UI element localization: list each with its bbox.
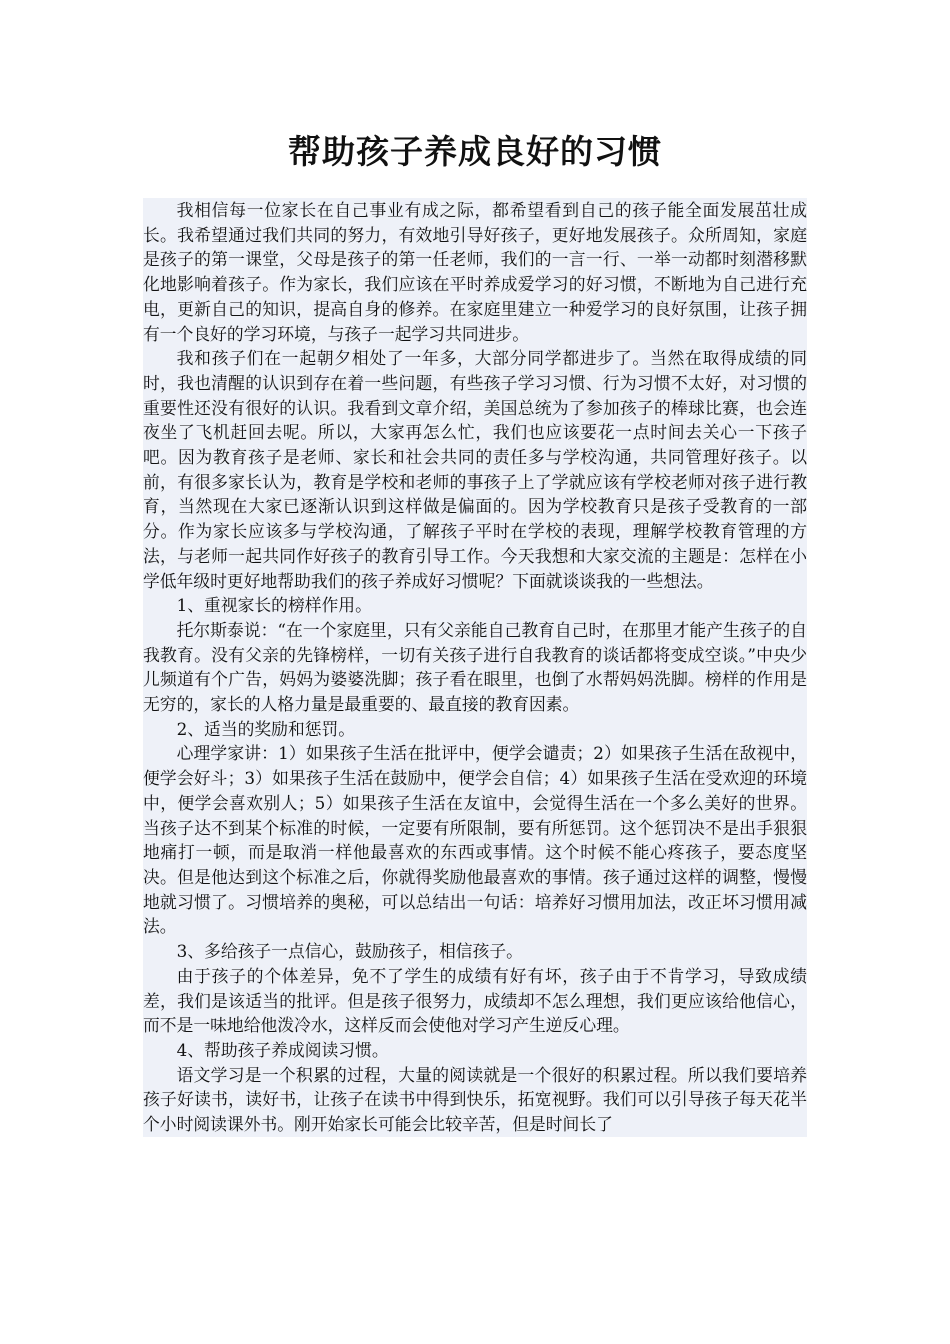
document-body (143, 198, 807, 1137)
section-heading-1: 1、重视家长的榜样作用。 (176, 595, 372, 616)
section-heading-2: 2、适当的奖励和惩罚。 (176, 718, 356, 739)
paragraph-confidence: 由于孩子的个体差异，免不了学生的成绩有好有坏，孩子由于不肯学习，导致成绩差，我们是该适当的批评。但是孩子很努力，成绩却不怎么理想，我们更应该给他信心，而不是一味地给他泼冷水，这样反而会使他对学习产生逆反心理。 (143, 965, 807, 1036)
section-heading-3: 3、多给孩子一点信心，鼓励孩子，相信孩子。 (176, 941, 523, 962)
paragraph-intro: 我相信每一位家长在自己事业有成之际，都希望看到自己的孩子能全面发展茁壮成长。我希望通过我们共同的努力，有效地引导好孩子，更好地发展孩子。众所周知，家庭是孩子的第一课堂，父母是孩子的第一任老师，我们的一言一行、一举一动都时刻潜移默化地影响着孩子。作为家长，我们应该在平时养成爱学习的好习惯，不断地为自己进行充电，更新自己的知识，提高自身的修养。在家庭里建立一种爱学习的良好氛围，让孩子拥有一个良好的学习环境，与孩子一起学习共同进步。 (143, 200, 807, 344)
paragraph-observation: 我和孩子们在一起朝夕相处了一年多，大部分同学都进步了。当然在取得成绩的同时，我也清醒的认识到存在着一些问题，有些孩子学习习惯、行为习惯不太好，对习惯的重要性还没有很好的认识。我看到文章介绍，美国总统为了参加孩子的棒球比赛，也会连夜坐了飞机赶回去呢。所以，大家再怎么忙，我们也应该要花一点时间去关心一下孩子吧。因为教育孩子是老师、家长和社会共同的责任多与学校沟通，共同管理好孩子。以前，有很多家长认为，教育是学校和老师的事孩子上了学就应该有学校老师对孩子进行教育，当然现在大家已逐渐认识到这样做是偏面的。因为学校教育只是孩子受教育的一部分。作为家长应该多与学校沟通，了解孩子平时在学校的表现，理解学校教育管理的方法，与老师一起共同作好孩子的教育引导工作。今天我想和大家交流的主题是：怎样在小学低年级时更好地帮助我们的孩子养成好习惯呢？下面就谈谈我的一些想法。 (143, 348, 807, 591)
document-title: 帮助孩子养成良好的习惯 (288, 132, 662, 171)
paragraph-reading: 语文学习是一个积累的过程，大量的阅读就是一个很好的积累过程。所以我们要培养孩子好读书，读好书，让孩子在读书中得到快乐，拓宽视野。我们可以引导孩子每天花半个小时阅读课外书。刚开始家长可能会比较辛苦，但是时间长了 (143, 1064, 807, 1135)
paragraph-role-model: 托尔斯泰说：“在一个家庭里，只有父亲能自己教育自己时，在那里才能产生孩子的自我教育。没有父亲的先锋榜样，一切有关孩子进行自我教育的谈话都将变成空谈。”中央少儿频道有个广告，妈妈为婆婆洗脚；孩子看在眼里，也倒了水帮妈妈洗脚。榜样的作用是无穷的，家长的人格力量是最重要的、最直接的教育因素。 (143, 619, 807, 715)
section-heading-4: 4、帮助孩子养成阅读习惯。 (176, 1039, 389, 1060)
paragraph-reward-punish: 心理学家讲：1）如果孩子生活在批评中，便学会谴责；2）如果孩子生活在敌视中，便学会好斗；3）如果孩子生活在鼓励中，便学会自信；4）如果孩子生活在受欢迎的环境中，便学会喜欢别人；5）如果孩子生活在友谊中，会觉得生活在一个多么美好的世界。当孩子达不到某个标准的时候，一定要有所限制，要有所惩罚。这个惩罚决不是出手狠狠地痛打一顿，而是取消一样他最喜欢的东西或事情。这个时候不能心疼孩子，要态度坚决。但是他达到这个标准之后，你就得奖励他最喜欢的事情。孩子通过这样的调整，慢慢地就习惯了。习惯培养的奥秘，可以总结出一句话：培养好习惯用加法，改正坏习惯用减法。 (143, 743, 807, 937)
